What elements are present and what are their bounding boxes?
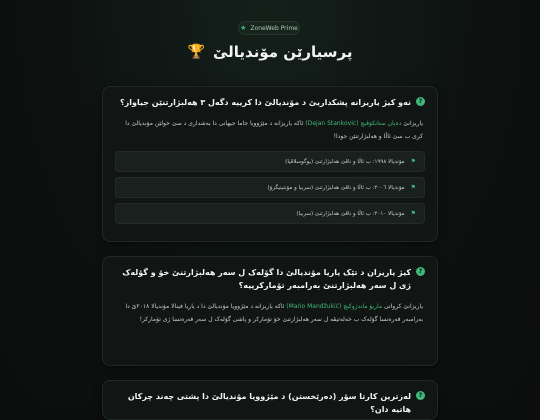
- flag-icon: ⚑: [410, 184, 416, 191]
- answer-highlight: ماریۆ ماندژوکیچ (Mario Mandžukić): [286, 303, 383, 310]
- question-text: نەو کیژ یاریزانە پشکداریێ د مۆندیالێ دا کرییە دگەل ٣ هەلبژارتنێن جیاواز؟: [120, 98, 411, 107]
- flag-icon: ⚑: [410, 158, 416, 165]
- question-card: [102, 256, 438, 366]
- question-row: [115, 96, 425, 109]
- question-card: [102, 86, 438, 242]
- question-text: لەزترین کارتا سۆر (دەرێخستن) د مێژوویا مۆندیالێ دا پشتی چەند چرکان هاتیە دان؟: [127, 392, 411, 414]
- list-item: [115, 177, 425, 198]
- answer-suffix: ئاکە یاریزانە د مێژوویا جاما جیهانی دا بەشداری د سێ خولێن مۆندیالێ دا کری ب سێ ئاڵا و هەلبژارتنێن جودا!: [125, 120, 423, 140]
- list-item: [115, 203, 425, 224]
- flag-icon: ⚑: [410, 210, 416, 217]
- list-item-text: مۆندیالا ٢٠١٠: ب ئاڵا و ناڤێ هەلبژارتنێ (سربیا): [296, 210, 405, 217]
- answer-highlight: دەیان ستانکۆڤیچ (Dejan Stankovic): [305, 120, 402, 127]
- answer-text: [115, 117, 425, 143]
- page-header: [0, 40, 540, 64]
- answer-prefix: یاریزانێ: [401, 120, 423, 127]
- answer-text: [115, 300, 425, 326]
- list-item: [115, 151, 425, 172]
- question-icon: ?: [416, 267, 425, 276]
- list-item-text: مۆندیالا ٢٠٠٦: ب ئاڵا و ناڤێ هەلبژارتنێ (سربیا و مۆنتینیگرۆ): [267, 184, 405, 191]
- badge-label: ZoneWeb Prime: [250, 24, 298, 32]
- page-title: پرسیارێن مۆندیالێ: [212, 43, 353, 61]
- answer-list: [115, 151, 425, 224]
- question-row: [115, 266, 425, 292]
- star-icon: ★: [240, 24, 247, 32]
- question-icon: ?: [416, 391, 425, 400]
- trophy-icon: 🏆: [187, 44, 205, 60]
- list-item-text: مۆندیالا ١٩٩٨: ب ئاڵا و ناڤێ هەلبژارتنێ (یوگوسلاڤیا): [285, 158, 405, 165]
- answer-prefix: یاریزانێ کرواتی: [382, 303, 423, 310]
- question-card: [102, 380, 438, 420]
- answer-suffix: ئاکە یاریزانە د مێژوویا مۆندیالێ دا د یاریا فینالا مۆندیالا ٢٠١٨ێ دا بەرامبەر فەرەنسا گۆلەک ب خەلەتیڤە ل سەر هەلبژارتنێ خۆ تۆمارکر و پاشی گۆلەک ل سەر فەرەنسا ژی تۆمارکر!: [125, 303, 423, 323]
- question-text: کیژ یاریزان د تێک یاریا مۆندیالێ دا گۆلەک ل سەر هەلبژارتنێ خۆ و گۆلەک ژی ل سەر هەلبژارتنێ بەرامبەر تۆمارکرییە؟: [122, 268, 411, 290]
- question-icon: ?: [416, 97, 425, 106]
- brand-badge: [238, 21, 300, 35]
- question-row: [115, 390, 425, 416]
